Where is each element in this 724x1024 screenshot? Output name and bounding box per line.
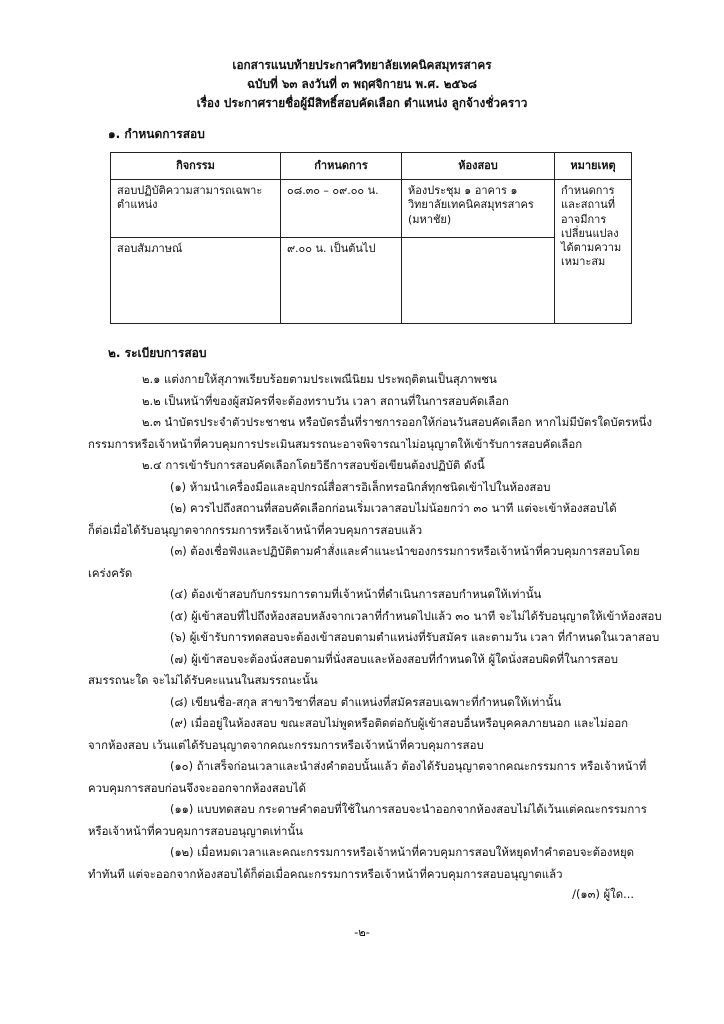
col-header-room: ห้องสอบ — [402, 153, 555, 180]
rule-line: ก็ต่อเมื่อได้รับอนุญาตจากกรรมการหรือเจ้าหน้าที่ควบคุมการสอบแล้ว — [88, 522, 423, 537]
rule-line: (๑) ห้ามนำเครื่องมือและอุปกรณ์สื่อสารอิเล็กทรอนิกส์ทุกชนิดเข้าไปในห้องสอบ — [170, 479, 551, 494]
rule-line: (๕) ผู้เข้าสอบที่ไปถึงห้องสอบหลังจากเวลาที่กำหนดไปแล้ว ๓๐ นาที จะไม่ได้รับอนุญาตให้เข้าห้องสอบ — [170, 608, 662, 623]
page-number: -๒- — [354, 925, 370, 939]
cell-remark: กำหนดการและสถานที่อาจมีการเปลี่ยนแปลงได้ตามความเหมาะสม — [555, 180, 632, 324]
rule-line: (๖) ผู้เข้ารับการทดสอบจะต้องเข้าสอบตามตำแหน่งที่รับสมัคร และตามวัน เวลา ที่กำหนดในเวลาสอบ — [170, 630, 660, 644]
rule-line: จากห้องสอบ เว้นแต่ได้รับอนุญาตจากคณะกรรมการหรือเจ้าหน้าที่ควบคุมการสอบ — [88, 737, 484, 752]
rule-line: ๒.๓ นำบัตรประจำตัวประชาชน หรือบัตรอื่นที่ราชการออกให้ก่อนวันสอบคัดเลือก หากไม่มีบัตรใดบัตรหนึ่ง — [142, 415, 653, 429]
rule-line: (๒) ควรไปถึงสถานที่สอบคัดเลือกก่อนเริ่มเวลาสอบไม่น้อยกว่า ๓๐ นาที แต่จะเข้าห้องสอบได้ — [170, 501, 617, 515]
rule-line: กรรมการหรือเจ้าหน้าที่ควบคุมการประเมินสมรรถนะอาจพิจารณาไม่อนุญาตให้เข้ารับการสอบคัดเลือก — [88, 436, 583, 451]
rule-line: ทำทันที แต่จะออกจากห้องสอบได้ก็ต่อเมื่อคณะกรรมการหรือเจ้าหน้าที่ควบคุมการสอบอนุญาตแล้ว — [88, 866, 563, 881]
cell-activity: สอบสัมภาษณ์ — [111, 238, 281, 324]
continuation-marker: /(๑๓) ผู้ใด... — [572, 887, 634, 901]
rule-line: เคร่งครัด — [88, 565, 133, 580]
table-row — [111, 238, 632, 324]
table-row — [111, 180, 632, 238]
rule-line: (๑๒) เมื่อหมดเวลาและคณะกรรมการหรือเจ้าหน้าที่ควบคุมการสอบให้หยุดทำคำตอบจะต้องหยุด — [170, 845, 635, 859]
header-line-3: เรื่อง ประกาศรายชื่อผู้มีสิทธิ์สอบคัดเลือก ตำแหน่ง ลูกจ้างชั่วคราว — [196, 96, 528, 110]
rule-line: ๒.๔ การเข้ารับการสอบคัดเลือกโดยวิธีการสอบข้อเขียนต้องปฏิบัติ ดังนี้ — [142, 458, 485, 472]
col-header-activity: กิจกรรม — [111, 153, 281, 180]
rule-line: (๔) ต้องเข้าสอบกับกรรมการตามที่เจ้าหน้าที่ดำเนินการสอบกำหนดให้เท่านั้น — [170, 587, 542, 601]
rule-line: (๙) เมื่ออยู่ในห้องสอบ ขณะสอบไม่พูดหรือติดต่อกับผู้เข้าสอบอื่นหรือบุคคลภายนอก และไม่ออก — [170, 716, 629, 730]
document-header — [0, 56, 724, 113]
cell-activity: สอบปฏิบัติความสามารถเฉพาะตำแหน่ง — [111, 180, 281, 238]
header-line-1: เอกสารแนบท้ายประกาศวิทยาลัยเทคนิคสมุทรสาคร — [232, 58, 492, 72]
rule-line: ๒.๑ แต่งกายให้สุภาพเรียบร้อยตามประเพณีนิยม ประพฤติตนเป็นสุภาพชน — [142, 372, 497, 386]
rule-line: หรือเจ้าหน้าที่ควบคุมการสอบอนุญาตเท่านั้น — [88, 823, 303, 838]
cell-time: ๐๘.๓๐ – ๐๙.๐๐ น. — [281, 180, 402, 238]
rule-line: (๗) ผู้เข้าสอบจะต้องนั่งสอบตามที่นั่งสอบและห้องสอบที่กำหนดให้ ผู้ใดนั่งสอบผิดที่ในการสอบ — [170, 651, 618, 666]
cell-time: ๙.๐๐ น. เป็นต้นไป — [281, 238, 402, 324]
rule-line: ๒.๒ เป็นหน้าที่ของผู้สมัครที่จะต้องทราบวัน เวลา สถานที่ในการสอบคัดเลือก — [142, 393, 509, 408]
exam-schedule-table — [110, 152, 632, 324]
cell-room: ห้องประชุม ๑ อาคาร ๑ วิทยาลัยเทคนิคสมุทรสาคร (มหาชัย) — [402, 180, 555, 238]
table-header-row — [111, 153, 632, 180]
exam-rules — [88, 369, 662, 885]
cell-room-empty — [402, 238, 555, 324]
rule-line: (๑๑) แบบทดสอบ กระดาษคำตอบที่ใช้ในการสอบจะนำออกจากห้องสอบไม่ได้เว้นแต่คณะกรรมการ — [170, 802, 647, 816]
rule-line: สมรรถนะใด จะไม่ได้รับคะแนนในสมรรถนะนั้น — [88, 673, 318, 687]
rule-line: (๓) ต้องเชื่อฟังและปฏิบัติตามคำสั่งและคำแนะนำของกรรมการหรือเจ้าหน้าที่ควบคุมการสอบโดย — [170, 544, 640, 558]
col-header-schedule: กำหนดการ — [281, 153, 402, 180]
header-line-2: ฉบับที่ ๖๓ ลงวันที่ ๓ พฤศจิกายน พ.ศ. ๒๕๖๘ — [246, 77, 478, 91]
rule-line: (๑๐) ถ้าเสร็จก่อนเวลาและนำส่งคำตอบนั้นแล้ว ต้องได้รับอนุญาตจากคณะกรรมการ หรือเจ้าหน้าที่ — [170, 759, 647, 773]
col-header-remark: หมายเหตุ — [555, 153, 632, 180]
section-1-title: ๑. กำหนดการสอบ — [108, 127, 205, 141]
rule-line: ควบคุมการสอบก่อนจึงจะออกจากห้องสอบได้ — [88, 780, 306, 795]
rule-line: (๘) เขียนชื่อ-สกุล สาขาวิชาที่สอบ ตำแหน่งที่สมัครสอบเฉพาะที่กำหนดให้เท่านั้น — [170, 694, 562, 709]
section-2-title: ๒. ระเบียบการสอบ — [108, 346, 207, 360]
